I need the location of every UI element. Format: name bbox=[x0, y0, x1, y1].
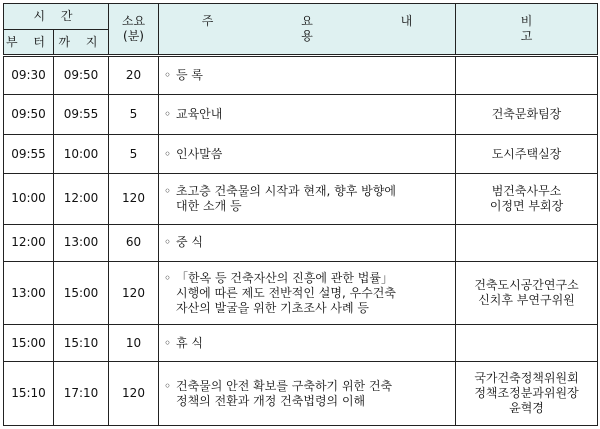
content-text: 초고층 건축물의 시작과 현재, 향후 방향에 bbox=[176, 183, 396, 198]
content-line bbox=[164, 199, 451, 214]
duration-cell: 5 bbox=[109, 95, 159, 134]
content-cell bbox=[159, 325, 456, 362]
end-time-cell: 15:00 bbox=[54, 261, 109, 324]
start-time-cell: 09:50 bbox=[4, 95, 54, 134]
bullet-icon: ◦ bbox=[164, 270, 172, 285]
content-cell bbox=[159, 95, 456, 134]
content-line bbox=[164, 68, 451, 83]
table-row bbox=[4, 224, 598, 261]
bullet-icon: ◦ bbox=[164, 183, 172, 198]
content-text: 건축물의 안전 확보를 구축하기 위한 건축 bbox=[176, 378, 393, 393]
bullet-icon: ◦ bbox=[164, 146, 172, 161]
bullet-icon: ◦ bbox=[164, 107, 172, 122]
duration-cell: 120 bbox=[109, 261, 159, 324]
bullet-icon: ◦ bbox=[164, 335, 172, 350]
content-line bbox=[164, 147, 451, 162]
duration-cell: 120 bbox=[109, 174, 159, 224]
content-cell bbox=[159, 134, 456, 173]
header-content: 주 요 내 용 bbox=[159, 4, 456, 56]
end-time-cell: 10:00 bbox=[54, 134, 109, 173]
content-line bbox=[164, 336, 451, 351]
start-time-cell: 12:00 bbox=[4, 224, 54, 261]
note-line: 범건축사무소 bbox=[491, 183, 562, 198]
table-row bbox=[4, 56, 598, 95]
content-line bbox=[164, 286, 451, 301]
header-from: 부 터 bbox=[4, 30, 54, 56]
note-line: 정책조정분과위원장 bbox=[474, 386, 579, 401]
table-row bbox=[4, 362, 598, 426]
note-cell bbox=[456, 134, 598, 173]
content-text: 정책의 전환과 개정 건축법령의 이해 bbox=[176, 393, 366, 408]
start-time-cell: 09:30 bbox=[4, 56, 54, 95]
header-duration-unit: (분) bbox=[123, 29, 144, 43]
note-cell bbox=[456, 224, 598, 261]
content-line bbox=[164, 271, 451, 286]
header-duration bbox=[109, 4, 159, 56]
start-time-cell: 15:10 bbox=[4, 362, 54, 426]
end-time-cell: 17:10 bbox=[54, 362, 109, 426]
bullet-icon: ◦ bbox=[164, 68, 172, 83]
content-text: 중 식 bbox=[176, 235, 203, 250]
duration-cell: 5 bbox=[109, 134, 159, 173]
content-text: 대한 소개 등 bbox=[176, 198, 242, 213]
note-cell bbox=[456, 174, 598, 224]
note-line: 국가건축정책위원회 bbox=[474, 371, 579, 386]
end-time-cell: 12:00 bbox=[54, 174, 109, 224]
end-time-cell: 13:00 bbox=[54, 224, 109, 261]
content-text: 「한옥 등 건축자산의 진흥에 관한 법률」 bbox=[176, 270, 393, 285]
content-line bbox=[164, 235, 451, 250]
note-line: 건축문화팀장 bbox=[491, 107, 562, 122]
end-time-cell: 15:10 bbox=[54, 325, 109, 362]
duration-cell: 20 bbox=[109, 56, 159, 95]
schedule-table bbox=[3, 3, 598, 426]
note-line: 윤혁경 bbox=[509, 401, 544, 416]
note-line: 건축도시공간연구소 bbox=[474, 278, 579, 293]
start-time-cell: 10:00 bbox=[4, 174, 54, 224]
content-line bbox=[164, 379, 451, 394]
content-cell bbox=[159, 174, 456, 224]
content-text: 등 록 bbox=[176, 68, 203, 83]
header-note: 비 고 bbox=[456, 4, 598, 56]
header-duration-label: 소요 bbox=[121, 14, 146, 28]
content-text: 휴 식 bbox=[176, 335, 203, 350]
note-line: 도시주택실장 bbox=[491, 146, 562, 161]
end-time-cell: 09:50 bbox=[54, 56, 109, 95]
duration-cell: 120 bbox=[109, 362, 159, 426]
note-cell bbox=[456, 95, 598, 134]
table-row bbox=[4, 261, 598, 324]
bullet-icon: ◦ bbox=[164, 378, 172, 393]
start-time-cell: 13:00 bbox=[4, 261, 54, 324]
duration-cell: 10 bbox=[109, 325, 159, 362]
content-text: 인사말씀 bbox=[176, 146, 223, 161]
note-cell bbox=[456, 261, 598, 324]
table-row bbox=[4, 325, 598, 362]
start-time-cell: 09:55 bbox=[4, 134, 54, 173]
content-cell bbox=[159, 224, 456, 261]
note-cell bbox=[456, 362, 598, 426]
table-row bbox=[4, 95, 598, 134]
content-line bbox=[164, 184, 451, 199]
note-cell bbox=[456, 325, 598, 362]
header-time: 시 간 bbox=[4, 4, 109, 30]
content-line bbox=[164, 394, 451, 409]
note-line: 신치후 부연구위원 bbox=[478, 293, 575, 308]
table-row bbox=[4, 174, 598, 224]
content-cell bbox=[159, 261, 456, 324]
note-cell bbox=[456, 56, 598, 95]
content-text: 시행에 따른 제도 전반적인 설명, 우수건축 bbox=[176, 285, 396, 300]
content-cell bbox=[159, 362, 456, 426]
start-time-cell: 15:00 bbox=[4, 325, 54, 362]
table-row bbox=[4, 134, 598, 173]
content-line bbox=[164, 107, 451, 122]
content-cell bbox=[159, 56, 456, 95]
bullet-icon: ◦ bbox=[164, 235, 172, 250]
content-text: 교육안내 bbox=[176, 107, 223, 122]
content-line bbox=[164, 301, 451, 316]
note-line: 이정면 부회장 bbox=[489, 198, 564, 213]
end-time-cell: 09:55 bbox=[54, 95, 109, 134]
content-text: 자산의 발굴을 위한 기초조사 사례 등 bbox=[176, 300, 369, 315]
duration-cell: 60 bbox=[109, 224, 159, 261]
header-to: 까 지 bbox=[54, 30, 109, 56]
